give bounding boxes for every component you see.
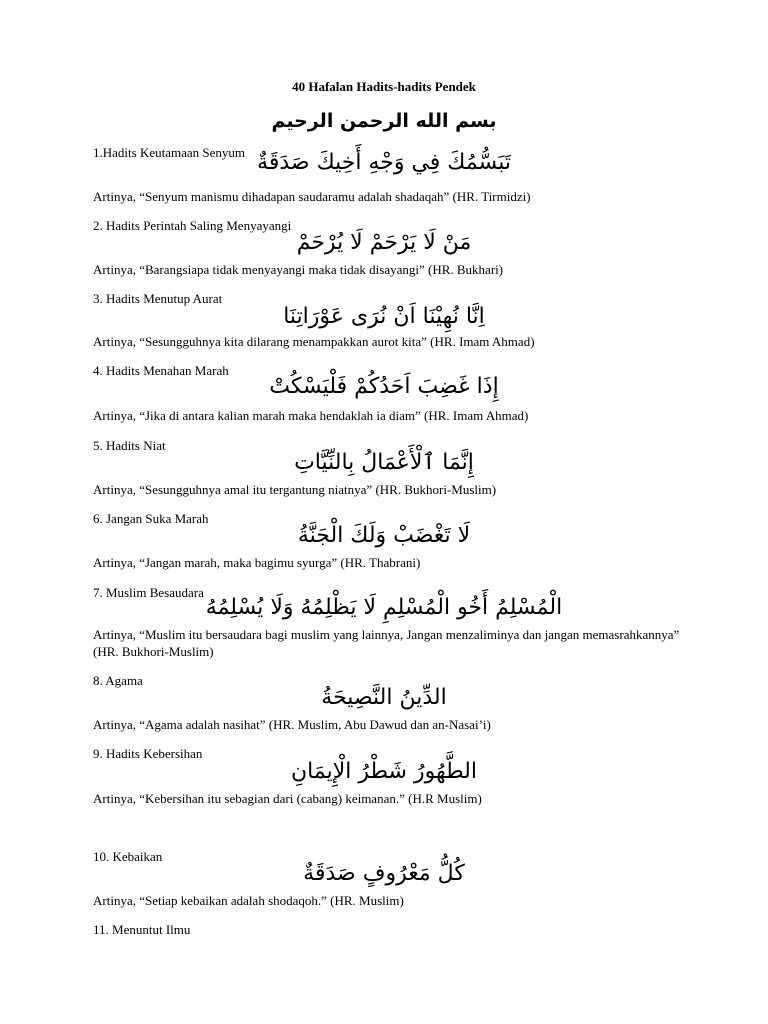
hadith-7-arabic: الْمُسْلِمُ أَخُو الْمُسْلِمِ لَا يَظْلِمُهُ وَلَا يُسْلِمُهُ	[205, 595, 563, 620]
hadith-7-heading: 7. Muslim Besaudara	[93, 585, 204, 600]
hadith-10-heading: 10. Kebaikan	[93, 849, 163, 864]
hadith-11-heading: 11. Menuntut Ilmu	[93, 922, 191, 937]
hadith-2-meaning: Artinya, “Barangsiapa tidak menyayangi maka tidak disayangi” (HR. Bukhari)	[93, 262, 504, 277]
hadith-3-meaning: Artinya, “Sesungguhnya kita dilarang menampakkan aurot kita” (HR. Imam Ahmad)	[93, 334, 535, 349]
hadith-1-heading: 1.Hadits Keutamaan Senyum	[93, 145, 245, 160]
hadith-9-meaning: Artinya, “Kebersihan itu sebagian dari (cabang) keimanan.” (H.R Muslim)	[93, 791, 482, 806]
basmalah: بسم الله الرحمن الرحيم	[271, 110, 497, 132]
hadith-3-arabic: اِنَّا نُهِيْنَا اَنْ نُرَى عَوْرَاتِنَا	[283, 304, 485, 329]
hadith-3-heading: 3. Hadits Menutup Aurat	[93, 291, 223, 306]
hadith-9-heading: 9. Hadits Kebersihan	[93, 746, 203, 761]
hadith-4-arabic: إِذَا غَضِبَ اَحَدُكُمْ فَلْيَسْكُتْ	[269, 374, 499, 399]
hadith-9-arabic: الطَّهُورُ شَطْرُ الْإِيمَانِ	[291, 759, 477, 784]
hadith-5-heading: 5. Hadits Niat	[93, 438, 166, 453]
hadith-2-arabic: مَنْ لَا يَرْحَمْ لَا يُرْحَمْ	[296, 230, 472, 255]
hadith-10-meaning: Artinya, “Setiap kebaikan adalah shodaqoh.” (HR. Muslim)	[93, 893, 404, 908]
hadith-5-meaning: Artinya, “Sesungguhnya amal itu tergantung niatnya” (HR. Bukhori-Muslim)	[93, 482, 497, 497]
hadith-4-meaning: Artinya, “Jika di antara kalian marah maka hendaklah ia diam” (HR. Imam Ahmad)	[93, 408, 529, 423]
hadith-6-meaning: Artinya, “Jangan marah, maka bagimu syurga” (HR. Thabrani)	[93, 555, 421, 570]
hadith-7-meaning: Artinya, “Muslim itu bersaudara bagi muslim yang lainnya, Jangan menzaliminya dan jangan memasrahkannya” (HR. Bukhori-Muslim)	[93, 627, 680, 659]
hadith-8-meaning: Artinya, “Agama adalah nasihat” (HR. Muslim, Abu Dawud dan an-Nasai’i)	[93, 717, 491, 732]
hadith-8-arabic: الدِّينُ النَّصِيحَةُ	[321, 685, 447, 710]
hadith-5-arabic: إِنَّمَا ٱلْأَعْمَالُ بِالنِّيَّاتِ	[294, 450, 474, 475]
hadith-6-heading: 6. Jangan Suka Marah	[93, 511, 209, 526]
hadith-1-meaning: Artinya, “Senyum manismu dihadapan saudaramu adalah shadaqah” (HR. Tirmidzi)	[93, 189, 531, 204]
hadith-1-arabic: تَبَسُّمُكَ فِي وَجْهِ أَخِيكَ صَدَقَةٌ	[257, 150, 511, 175]
hadith-4-heading: 4. Hadits Menahan Marah	[93, 363, 229, 378]
hadith-10-arabic: كُلُّ مَعْرُوفٍ صَدَقَةٌ	[303, 861, 465, 886]
hadith-8-heading: 8. Agama	[93, 673, 143, 688]
document-title: 40 Hafalan Hadits-hadits Pendek	[292, 79, 476, 94]
hadith-2-heading: 2. Hadits Perintah Saling Menyayangi	[93, 218, 292, 233]
hadith-6-arabic: لَا تَغْضَبْ وَلَكَ الْجَنَّةُ	[297, 523, 471, 548]
